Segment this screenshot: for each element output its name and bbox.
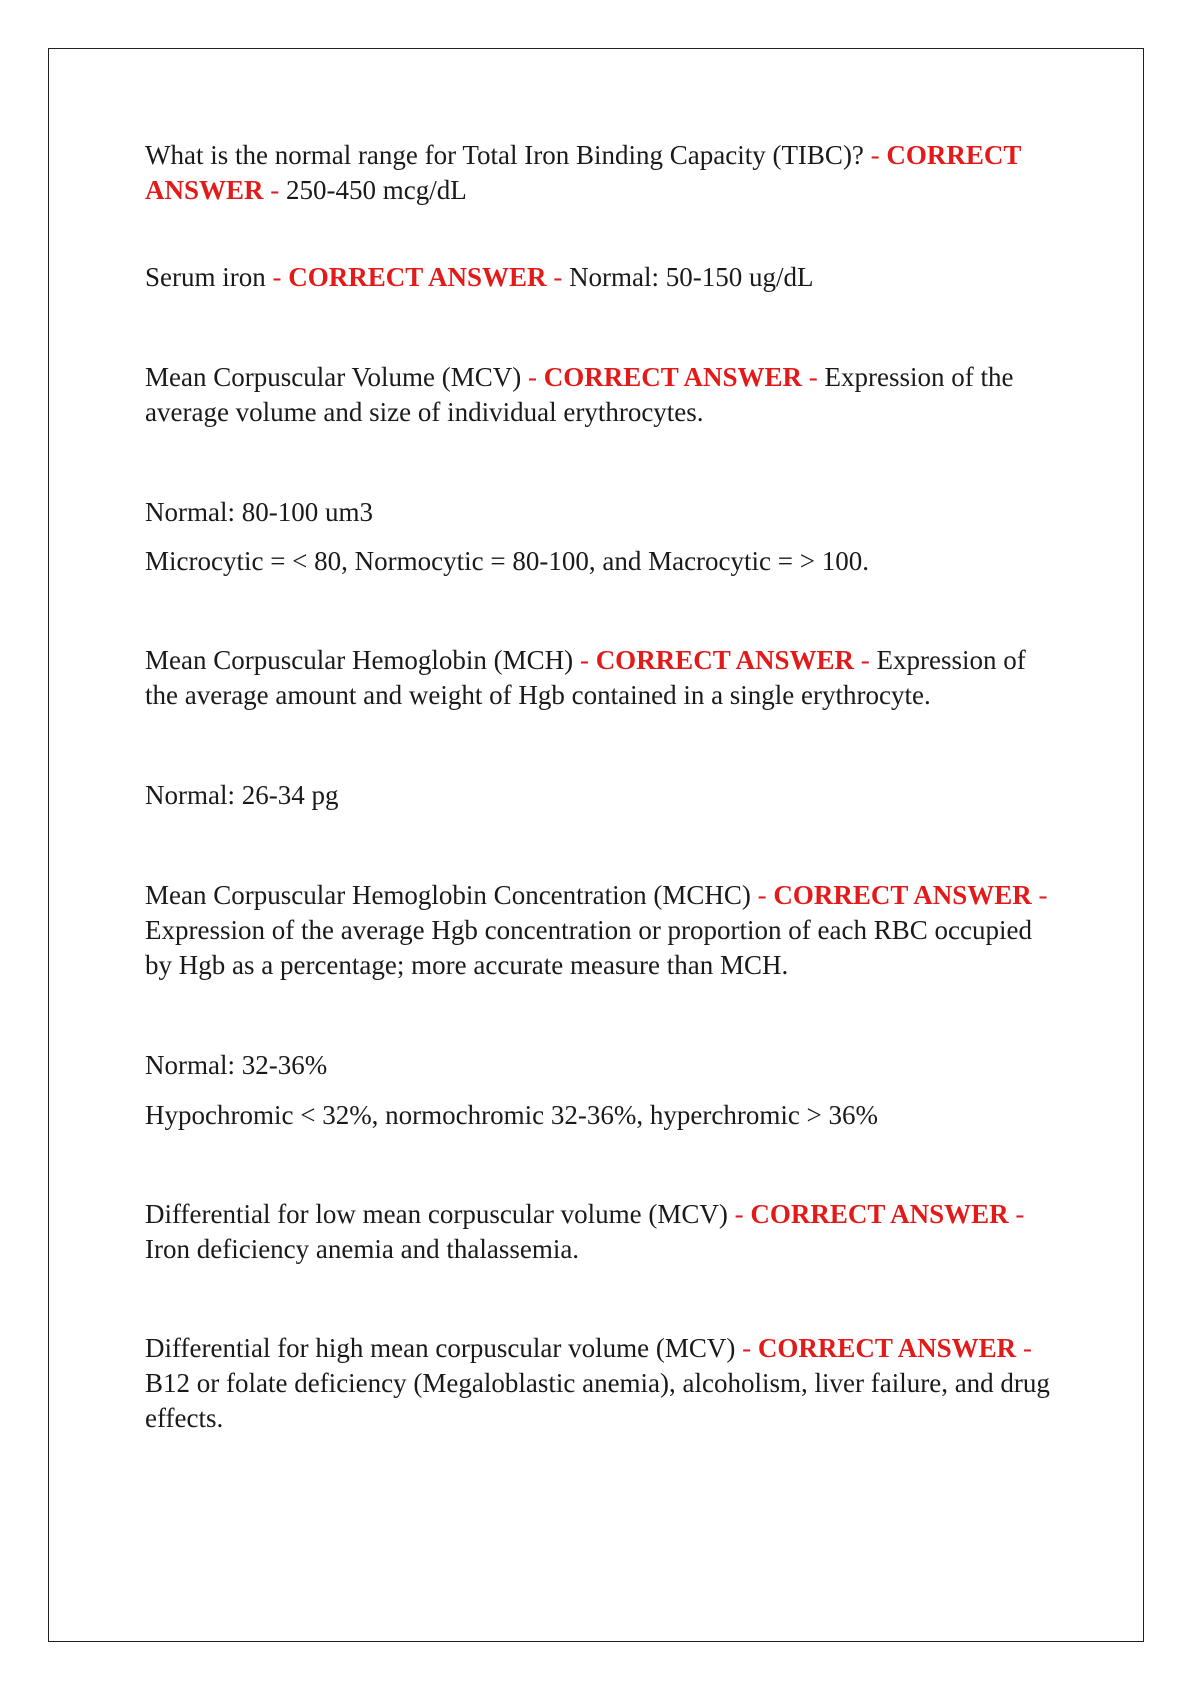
entry-separator: -	[735, 1333, 758, 1363]
entry-term: Differential for high mean corpuscular volume (MCV)	[145, 1333, 736, 1363]
qa-entry-mchc	[145, 878, 1065, 983]
entry-separator: -	[521, 362, 544, 392]
entry-separator: -	[802, 362, 825, 392]
entry-separator: -	[1016, 1333, 1032, 1363]
entry-separator: -	[1031, 880, 1048, 910]
entry-separator: -	[573, 645, 596, 675]
entry-note: Microcytic = < 80, Normocytic = 80-100, and Macrocytic = > 100.	[145, 546, 869, 576]
correct-answer-label: CORRECT ANSWER	[145, 140, 1021, 205]
entry-separator: -	[1008, 1199, 1025, 1229]
entry-separator: -	[265, 262, 289, 292]
correct-answer-label: CORRECT ANSWER	[773, 880, 1032, 910]
entry-term: Serum iron	[145, 262, 266, 292]
entry-separator: -	[546, 262, 570, 292]
entry-note: Normal: 26-34 pg	[145, 780, 339, 810]
correct-answer-label: CORRECT ANSWER	[757, 1333, 1017, 1363]
qa-entry-mch	[145, 643, 1065, 713]
entry-answer: 250-450 mcg/dL	[286, 175, 467, 205]
entry-term: Mean Corpuscular Hemoglobin (MCH)	[145, 645, 574, 675]
qa-entry-high-mcv	[145, 1331, 1065, 1436]
qa-entry-low-mcv	[145, 1197, 1065, 1267]
entry-separator: -	[750, 880, 774, 910]
entry-term: Mean Corpuscular Volume (MCV)	[145, 362, 522, 392]
entry-separator: -	[854, 645, 877, 675]
entry-term: Mean Corpuscular Hemoglobin Concentration (MCHC)	[145, 880, 751, 910]
entry-term: What is the normal range for Total Iron Binding Capacity (TIBC)?	[145, 140, 864, 170]
entry-answer: Iron deficiency anemia and thalassemia.	[145, 1234, 580, 1264]
entry-separator: -	[263, 175, 287, 205]
entry-separator: -	[727, 1199, 751, 1229]
entry-note: Normal: 32-36%	[145, 1050, 328, 1080]
entry-note: Normal: 80-100 um3	[145, 497, 373, 527]
correct-answer-label: CORRECT ANSWER	[288, 262, 547, 292]
entry-answer: B12 or folate deficiency (Megaloblastic anemia), alcoholism, liver failure, and drug effects.	[145, 1368, 1050, 1433]
correct-answer-label: CORRECT ANSWER	[543, 362, 803, 392]
entry-answer: Expression of the average amount and weight of Hgb contained in a single erythrocyte.	[145, 645, 1026, 710]
entry-answer: Normal: 50-150 ug/dL	[569, 262, 814, 292]
entry-separator: -	[863, 140, 887, 170]
qa-entry-serum-iron	[145, 260, 1065, 295]
correct-answer-label: CORRECT ANSWER	[750, 1199, 1009, 1229]
correct-answer-label: CORRECT ANSWER	[595, 645, 854, 675]
qa-entry-mcv	[145, 360, 1065, 430]
entry-answer: Expression of the average Hgb concentration or proportion of each RBC occupied by Hgb as a percentage; more accurate measure than MCH.	[145, 915, 1032, 980]
entry-note: Hypochromic < 32%, normochromic 32-36%, hyperchromic > 36%	[145, 1100, 879, 1130]
qa-entry-tibc	[145, 138, 1065, 208]
entry-term: Differential for low mean corpuscular volume (MCV)	[145, 1199, 728, 1229]
entry-answer: Expression of the average volume and size of individual erythrocytes.	[145, 362, 1014, 427]
